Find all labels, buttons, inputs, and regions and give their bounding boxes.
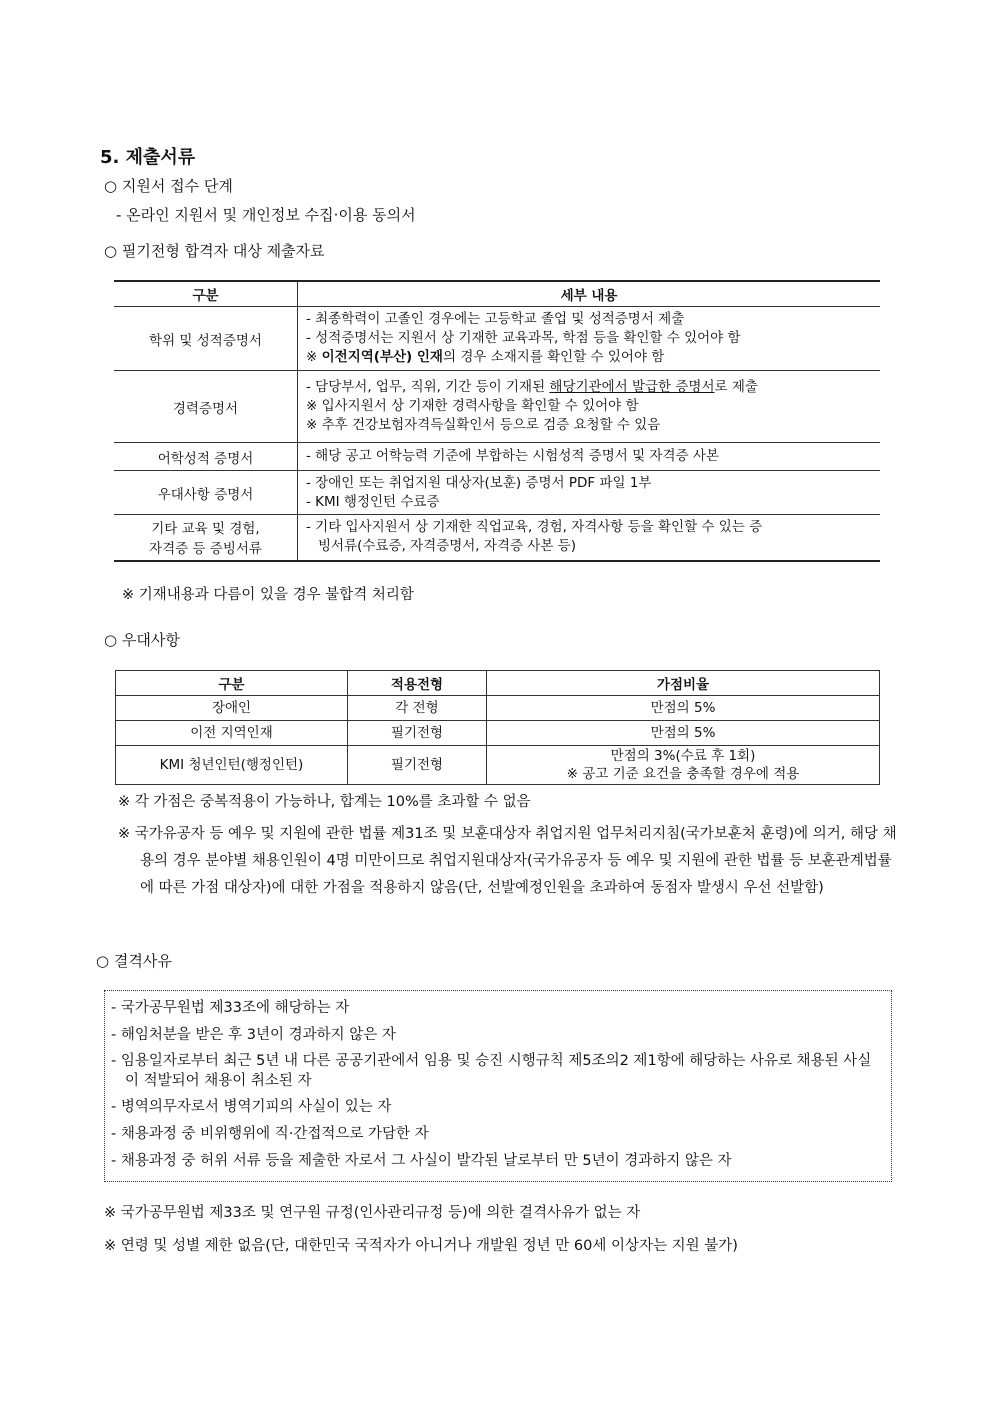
label-line: 자격증 등 증빙서류 (149, 541, 262, 558)
table-row (116, 746, 880, 785)
table-row (114, 307, 880, 371)
table-row (114, 443, 880, 471)
row-label: 학위 및 성적증명서 (114, 307, 298, 371)
detail-line: ※ 추후 건강보험자격득실확인서 등으로 검증 요청할 수 있음 (306, 417, 661, 433)
header-category: 구분 (116, 671, 348, 696)
row-label: 어학성적 증명서 (114, 443, 298, 471)
bullet-disqualification: ○ 결격사유 (96, 952, 172, 970)
detail-line: - 장애인 또는 취업지원 대상자(보훈) 증명서 PDF 파일 1부 (306, 474, 652, 491)
note-no-age-gender-limit: ※ 연령 및 성별 제한 없음(단, 대한민국 국적자가 아니거나 개발원 정년 만 60세 이상자는 지원 불가) (104, 1238, 738, 1254)
row-detail (298, 515, 881, 561)
ratio-note: ※ 공고 기준 요건을 충족할 경우에 적용 (566, 766, 800, 782)
detail-line (306, 378, 872, 397)
disq-item: - 채용과정 중 비위행위에 직·간접적으로 가담한 자 (111, 1126, 429, 1142)
detail-text: 의 경우 소재지를 확인할 수 있어야 함 (442, 349, 665, 365)
row-label: 경력증명서 (114, 371, 298, 443)
row-label: 우대사항 증명서 (114, 471, 298, 515)
docs-table (114, 280, 880, 562)
detail-line: - 최종학력이 고졸인 경우에는 고등학교 졸업 및 성적증명서 제출 (306, 311, 685, 327)
detail-line (306, 348, 872, 367)
bullet-preferences: ○ 우대사항 (104, 631, 180, 649)
ratio-line: 만점의 3%(수료 후 1회) (610, 748, 756, 764)
disqualification-box (104, 990, 892, 1182)
detail-line: 빙서류(수료증, 자격증명서, 자격증 사본 등) (318, 538, 576, 555)
cell-ratio: 만점의 5% (487, 696, 880, 721)
note-mismatch: ※ 기재내용과 다름이 있을 경우 불합격 처리함 (122, 587, 414, 603)
detail-text: - 담당부서, 업무, 직위, 기간 등이 기재된 (306, 379, 550, 395)
disq-item: - 국가공무원법 제33조에 해당하는 자 (111, 1000, 350, 1016)
label-line: 기타 교육 및 경험, (151, 521, 260, 538)
cell-stage: 각 전형 (348, 696, 487, 721)
table-row (116, 721, 880, 746)
bullet-application-docs: - 온라인 지원서 및 개인정보 수집·이용 동의서 (116, 206, 416, 224)
preference-table (115, 670, 880, 785)
detail-line: - 성적증명서는 지원서 상 기재한 교육과목, 학점 등을 확인할 수 있어야 함 (306, 330, 741, 346)
table-row (116, 696, 880, 721)
detail-line: ※ 입사지원서 상 기재한 경력사항을 확인할 수 있어야 함 (306, 398, 639, 414)
disq-item: - 임용일자로부터 최근 5년 내 다른 공공기관에서 임용 및 승진 시행규칙 제5조의2 제1항에 해당하는 사유로 채용된 사실이 적발되어 채용이 취소된 자 (111, 1053, 872, 1089)
table-row (114, 515, 880, 561)
detail-line: - 기타 입사지원서 상 기재한 직업교육, 경험, 자격사항 등을 확인할 수 있는 증 (306, 519, 763, 536)
cell-category: 이전 지역인재 (116, 721, 348, 746)
note-bonus-limit: ※ 각 가점은 중복적용이 가능하나, 합계는 10%를 초과할 수 없음 (118, 794, 531, 810)
table-header-row (116, 671, 880, 696)
section-title: 5. 제출서류 (100, 147, 196, 168)
disq-item: - 채용과정 중 허위 서류 등을 제출한 자로서 그 사실이 발각된 날로부터 만 5년이 경과하지 않은 자 (111, 1153, 732, 1169)
header-stage: 적용전형 (348, 671, 487, 696)
table-header-row (114, 281, 880, 307)
bullet-written-pass-docs: ○ 필기전형 합격자 대상 제출자료 (104, 242, 325, 260)
row-detail (298, 307, 881, 371)
row-detail (298, 371, 881, 443)
cell-category: 장애인 (116, 696, 348, 721)
detail-text: 로 제출 (714, 379, 758, 395)
header-ratio: 가점비율 (487, 671, 880, 696)
detail-line: - KMI 행정인턴 수료증 (306, 493, 440, 510)
header-detail: 세부 내용 (298, 281, 881, 307)
cell-category: KMI 청년인턴(행정인턴) (116, 746, 348, 785)
cell-stage: 필기전형 (348, 721, 487, 746)
disq-item: - 병역의무자로서 병역기피의 사실이 있는 자 (111, 1099, 392, 1115)
detail-bold: 이전지역(부산) 인재 (321, 349, 443, 365)
header-category: 구분 (114, 281, 298, 307)
note-no-disqualification: ※ 국가공무원법 제33조 및 연구원 규정(인사관리규정 등)에 의한 결격사유가 없는 자 (104, 1205, 641, 1221)
note-veterans: ※ 국가유공자 등 예우 및 지원에 관한 법률 제31조 및 보훈대상자 취업지원 업무처리지침(국가보훈처 훈령)에 의거, 해당 채용의 경우 분야별 채용인원이 4명 미만이므로 취업지원대상자(국가유공자 등 예우 및 지원에 관한 법률 등 보훈관계법률에 따른 가점 대상자)에 대한 가점을 적용하지 않음(단, 선발예정인원을 초과하여 동점자 발생시 우선 선발함) (118, 826, 897, 896)
table-row (114, 371, 880, 443)
cell-stage: 필기전형 (348, 746, 487, 785)
row-detail (298, 471, 881, 515)
detail-underline: 해당기관에서 발급한 증명서 (549, 379, 715, 395)
table-row (114, 471, 880, 515)
cell-ratio (487, 746, 880, 785)
bullet-application-stage: ○ 지원서 접수 단계 (104, 177, 233, 195)
cell-ratio: 만점의 5% (487, 721, 880, 746)
row-label (114, 515, 298, 561)
disq-item: - 해임처분을 받은 후 3년이 경과하지 않은 자 (111, 1027, 396, 1043)
detail-mark: ※ (306, 349, 322, 365)
row-detail: - 해당 공고 어학능력 기준에 부합하는 시험성적 증명서 및 자격증 사본 (298, 443, 881, 471)
